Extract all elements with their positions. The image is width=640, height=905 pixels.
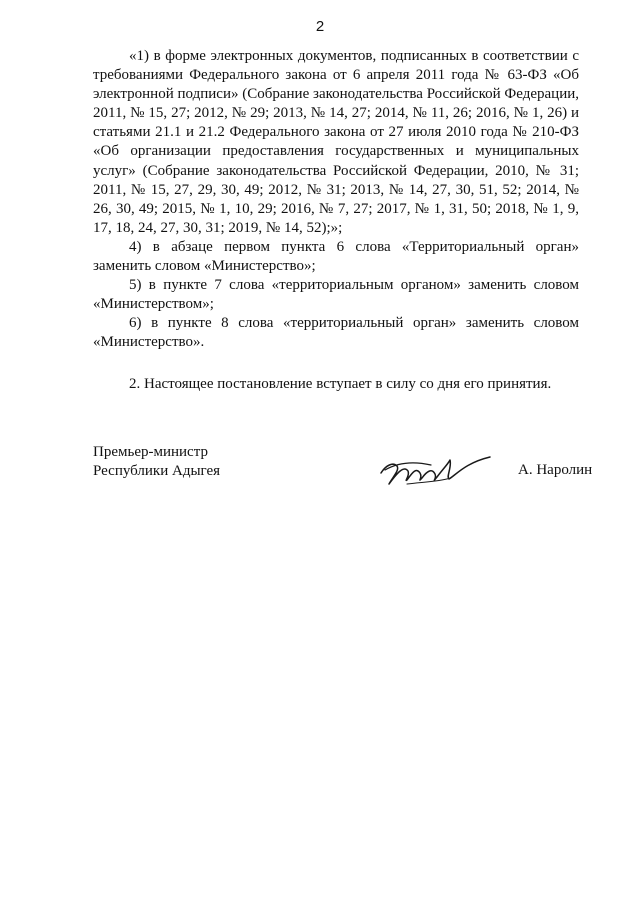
signer-name: А. Наролин <box>518 462 593 478</box>
paragraph-item-1: «1) в форме электронных документов, подписанных в соответствии с требованиями Федерального закона от 6 апреля 2011 года № 63-ФЗ «Об электронной подписи» (Собрание законодательства Российской Федерации, 2011, № 15, 27; 2012, № 29; 2013, № 14, 27; 2014, № 11, 26; 2016, № 1, 26) и статьями 21.1 и 21.2 Федерального закона от 27 июля 2010 года № 210-ФЗ «Об организации предоставления государственных и муниципальных услуг» (Собрание законодательства Российской Федерации, 2010, № 31; 2011, № 15, 27, 29, 30, 49; 2012, № 31; 2013, № 14, 27, 30, 51, 52; 2014, № 26, 30, 49; 2015, № 1, 10, 29; 2016, № 7, 27; 2017, № 1, 31, 50; 2018, № 1, 9, 17, 18, 24, 27, 30, 31; 2019, № 14, 52);»; <box>93 48 579 236</box>
paragraph-item-5: 5) в пункте 7 слова «территориальным органом» заменить словом «Министерством»; <box>93 277 579 313</box>
paragraph-item-4: 4) в абзаце первом пункта 6 слова «Территориальный орган» заменить словом «Министерство»; <box>93 238 579 275</box>
signer-position <box>93 443 220 481</box>
paragraph-clause-2: 2. Настоящее постановление вступает в силу со дня его принятия. <box>129 375 552 392</box>
page-number: 2 <box>315 18 325 35</box>
signer-position-line-2: Республики Адыгея <box>93 463 221 479</box>
signer-position-line-1: Премьер-министр <box>93 444 208 460</box>
document-body <box>93 47 579 394</box>
paragraph-item-6: 6) в пункте 8 слова «территориальный орган» заменить словом «Министерство». <box>93 315 579 351</box>
handwritten-signature <box>377 447 493 491</box>
